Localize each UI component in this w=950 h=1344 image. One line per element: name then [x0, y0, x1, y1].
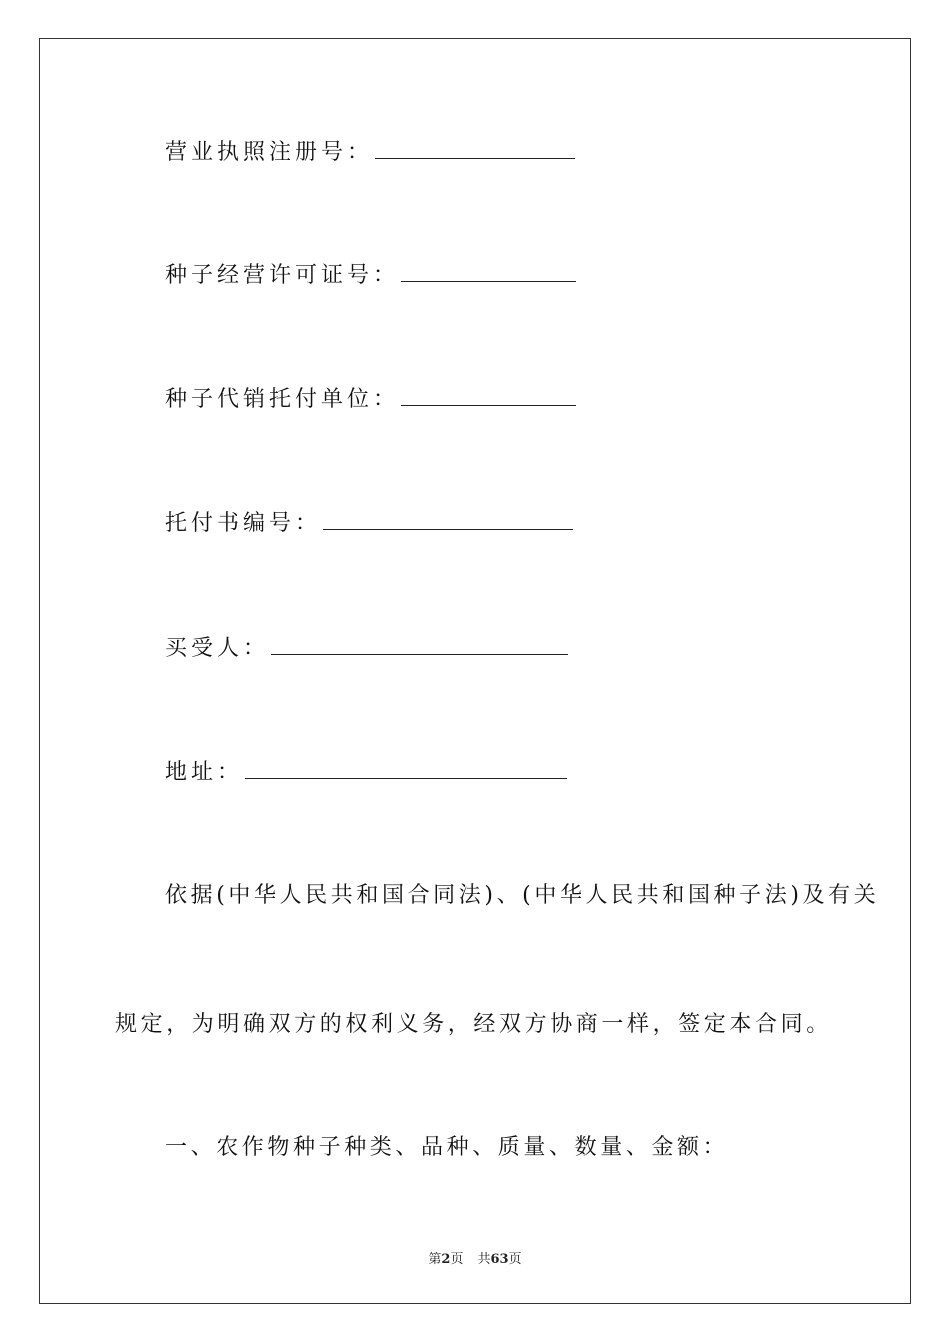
- fill-in-blank[interactable]: [401, 385, 576, 406]
- footer-total-prefix: 共: [477, 1252, 491, 1267]
- fill-in-blank[interactable]: [401, 261, 576, 282]
- field-label: 种子代销托付单位：: [165, 387, 400, 412]
- fill-in-blank[interactable]: [323, 509, 573, 530]
- paragraph-line-2: 规定，为明确双方的权利义务，经双方协商一样，签定本合同。: [115, 1012, 832, 1037]
- section-heading: 一、农作物种子种类、品种、质量、数量、金额：: [165, 1135, 729, 1160]
- field-label: 种子经营许可证号：: [165, 263, 400, 288]
- field-address: [165, 758, 567, 788]
- field-label: 地址：: [165, 760, 244, 785]
- field-consignment-letter-number: [165, 509, 573, 539]
- fill-in-blank[interactable]: [271, 634, 568, 655]
- fill-in-blank[interactable]: [375, 138, 575, 159]
- field-label: 营业执照注册号：: [165, 140, 374, 165]
- footer-prefix: 第: [428, 1252, 442, 1267]
- footer-total-suffix: 页: [508, 1252, 522, 1267]
- paragraph-line-1: 依据(中华人民共和国合同法)、(中华人民共和国种子法)及有关: [165, 883, 880, 908]
- field-label: 托付书编号：: [165, 511, 322, 536]
- fill-in-blank[interactable]: [245, 758, 567, 779]
- field-consignment-unit: [165, 385, 576, 415]
- field-label: 买受人：: [165, 636, 270, 661]
- field-buyer: [165, 634, 568, 664]
- footer-page-suffix: 页: [450, 1252, 464, 1267]
- field-seed-license-number: [165, 261, 576, 291]
- footer-page-number: 2: [441, 1252, 451, 1267]
- field-business-license-number: [165, 138, 575, 168]
- page-footer: [0, 1248, 950, 1267]
- page-border: [39, 38, 911, 1304]
- footer-total-pages: 63: [490, 1252, 509, 1267]
